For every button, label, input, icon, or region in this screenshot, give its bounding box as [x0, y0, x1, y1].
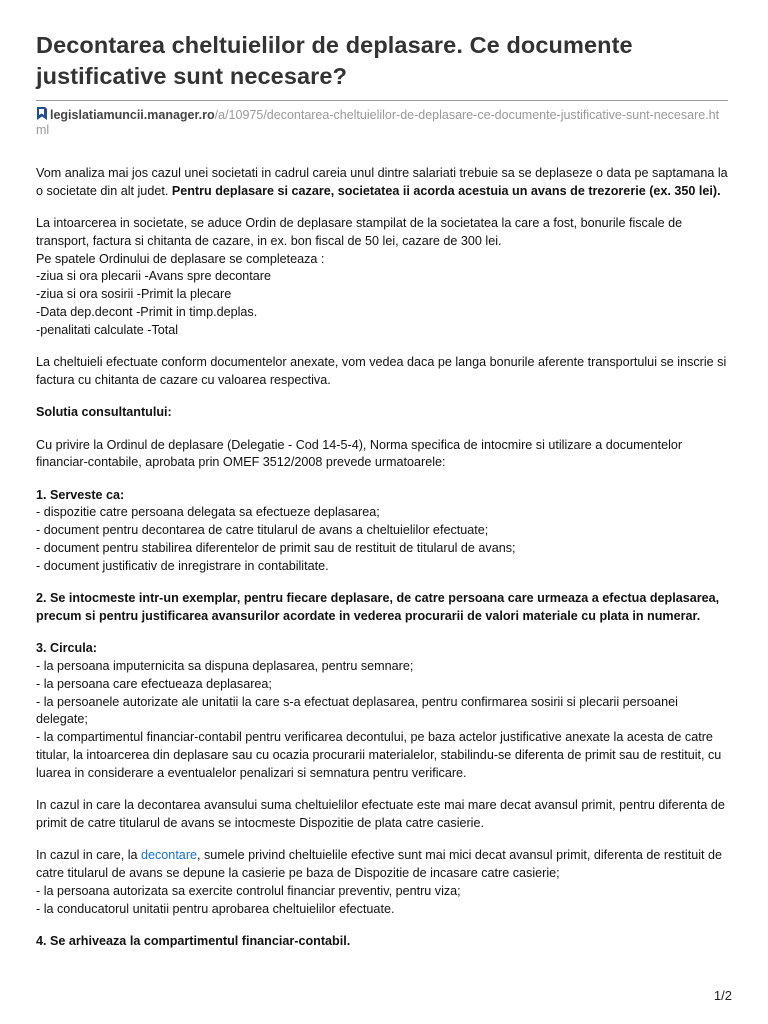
return-line: -penalitati calculate -Total [36, 322, 179, 337]
return-line: La intoarcerea in societate, se aduce Ordin de deplasare stampilat de la societatea la care a fost, bonurile fiscale de transport, factura si chitanta de cazare, in ex. bon fiscal de 50 lei, cazare de 300 lei. [36, 216, 683, 248]
paragraph-refund [36, 847, 728, 918]
list-item: - document pentru decontarea de catre titularul de avans a cheltuielilor efectuate; [36, 523, 489, 538]
paragraph-expenses: La cheltuieli efectuate conform documentelor anexate, vom vedea daca pe langa bonurile aferente transportului se inscrie si factura cu chitanta de cazare cu valoarea respectiva. [36, 355, 727, 387]
intro-bold-text: Pentru deplasare si cazare, societatea ii acorda acestuia un avans de trezorerie (ex. 350 lei). [171, 183, 721, 198]
return-line: Pe spatele Ordinului de deplasare se completeaza : [36, 251, 325, 266]
paragraph-return [36, 215, 728, 340]
return-line: -ziua si ora sosirii -Primit la plecare [36, 287, 232, 302]
consultant-heading-text: Solutia consultantului: [36, 405, 172, 420]
list-item: - document pentru stabilirea diferentelor de primit sau de restituit de titularul de avans; [36, 541, 516, 556]
list-item: - document justificativ de inregistrare in contabilitate. [36, 558, 329, 573]
article-title: Decontarea cheltuielilor de deplasare. Ce documente justificative sunt necesare? [36, 32, 633, 89]
refund-text-before: In cazul in care, la [36, 848, 141, 863]
source-domain[interactable]: legislatiamuncii.manager.ro [50, 108, 215, 122]
document-page [36, 30, 728, 965]
intro-text: Vom analiza mai jos cazul unei societati in cadrul careia unul dintre salariati trebuie sa se deplaseze o data pe saptamana la o societate din alt judet. [36, 166, 728, 198]
consultant-heading [36, 404, 728, 422]
list-item: - la persoana imputernicita sa dispuna deplasarea, pentru semnare; [36, 659, 414, 674]
section-4-text: 4. Se arhiveaza la compartimentul financiar-contabil. [36, 933, 351, 948]
return-line: -ziua si ora plecarii -Avans spre decontare [36, 269, 271, 284]
list-item: - la persoana autorizata sa exercite controlul financiar preventiv, pentru viza; [36, 883, 461, 898]
list-item: - la conducatorul unitatii pentru aprobarea cheltuielilor efectuate. [36, 901, 395, 916]
source-path[interactable]: /a/10975/decontarea-cheltuielilor-de-deplasare-ce-documente-justificative-sunt-necesare.html [36, 108, 720, 137]
bookmark-icon [36, 107, 48, 120]
source-url[interactable] [36, 107, 728, 138]
section-2-text: 2. Se intocmeste intr-un exemplar, pentru fiecare deplasare, de catre persoana care urmeaza a efectua deplasarea, precum si pentru justificarea avansurilor acordate in vederea procurarii de valori materiale cu plata in numerar. [36, 591, 720, 623]
list-item: - dispozitie catre persoana delegata sa efectueze deplasarea; [36, 505, 380, 520]
refund-text-after: , sumele privind cheltuielile efective sunt mai mici decat avansul primit, diferenta de restituit de catre titularul de avans se depune la casierie pe baza de Dispozitie de incasare catre casierie; [36, 848, 722, 880]
decontare-link[interactable]: decontare [141, 848, 198, 863]
return-line: -Data dep.decont -Primit in timp.deplas. [36, 305, 258, 320]
section-4 [36, 933, 728, 951]
paragraph-payment: In cazul in care la decontarea avansului suma cheltuielilor efectuate este mai mare decat avansul primit, pentru diferenta de primit de catre titularul de avans se intocmeste Dispozitie de plata catre casierie. [36, 798, 725, 830]
page-number: 1/2 [713, 988, 732, 1003]
section-3 [36, 640, 728, 782]
title-divider [36, 100, 728, 101]
section-1-heading: 1. Serveste ca: [36, 487, 125, 502]
paragraph-intro [36, 165, 728, 201]
section-1 [36, 487, 728, 576]
list-item: - la compartimentul financiar-contabil pentru verificarea decontului, pe baza actelor justificative anexate la acesta de catre titular, la intoarcerea din deplasare sau cu ocazia procurarii materialelor, stabilindu-se diferenta de primit sau de restituit, cu luarea in considerare a eventualelor penalizari si semnatura pentru verificare. [36, 730, 722, 780]
section-3-heading: 3. Circula: [36, 641, 97, 656]
section-2 [36, 590, 728, 626]
paragraph-norm: Cu privire la Ordinul de deplasare (Delegatie - Cod 14-5-4), Norma specifica de intocmire si utilizare a documentelor financiar-contabile, aprobata prin OMEF 3512/2008 prevede urmatoarele: [36, 437, 683, 470]
list-item: - la persoanele autorizate ale unitatii la care s-a efectuat deplasarea, pentru confirmarea sosirii si plecarii persoanei delegate; [36, 694, 678, 727]
list-item: - la persoana care efectueaza deplasarea; [36, 676, 272, 691]
